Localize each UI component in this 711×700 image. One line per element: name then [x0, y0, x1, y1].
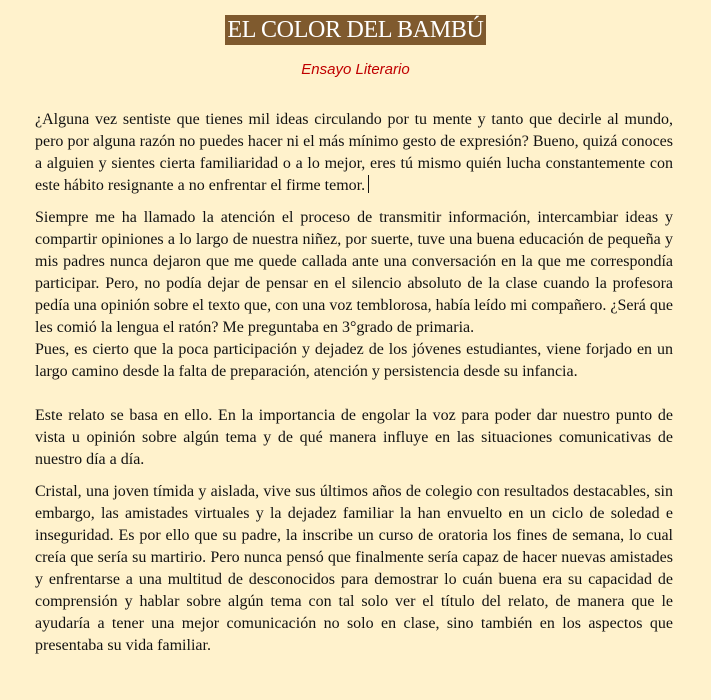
paragraph-spacer — [35, 197, 673, 207]
paragraph — [35, 109, 673, 197]
text-cursor — [368, 175, 369, 193]
paragraph-spacer — [35, 383, 673, 405]
paragraph-spacer — [35, 471, 673, 481]
paragraph: Cristal, una joven tímida y aislada, vive sus últimos años de colegio con resultados destacables, sin embargo, las amistades virtuales y la dejadez familiar la han envuelto en un ciclo de soledad e inseguridad. Es por ello que su padre, la inscribe un curso de oratoria los fines de semana, lo cual creía que sería su martirio. Pero nunca pensó que finalmente sería capaz de hacer nuevas amistades y enfrentarse a una multitud de desconocidos para demostrar lo cuán buena era su capacidad de comprensión y hablar sobre algún tema con tal solo ver el título del relato, de manera que le ayudaría a tener una mejor comunicación no solo en clase, sino también en los aspectos que presentaba su vida familiar. — [35, 483, 673, 654]
document-body[interactable] — [35, 109, 673, 657]
paragraph-text: ¿Alguna vez sentiste que tienes mil ideas circulando por tu mente y tanto que decirle al mundo, pero por alguna razón no puedes hacer ni el más mínimo gesto de expresión? Bueno, quizá conoces a alguien y sientes cierta familiaridad o a lo mejor, eres tú mismo quién lucha constantemente con este hábito resignante a no enfrentar el firme temor. — [35, 111, 673, 194]
document-title: EL COLOR DEL BAMBÚ — [227, 17, 484, 43]
paragraph: Pues, es cierto que la poca participación y dejadez de los jóvenes estudiantes, viene forjado en un largo camino desde la falta de preparación, atención y persistencia desde su infancia. — [35, 341, 673, 380]
title-container — [0, 15, 711, 45]
document-subtitle: Ensayo Literario — [301, 61, 410, 78]
paragraph: Siempre me ha llamado la atención el proceso de transmitir información, intercambiar ideas y compartir opiniones a lo largo de nuestra niñez, por suerte, tuve una buena educación de pequeña y mis padres nunca dejaron que me quede callada ante una conversación en la que me correspondía participar. Pero, no podía dejar de pensar en el silencio absoluto de la clase cuando la profesora pedía una opinión sobre el texto que, con una voz temblorosa, había leído mi compañero. ¿Será que les comió la lengua el ratón? Me preguntaba en 3°grado de primaria. — [35, 209, 673, 336]
paragraph: Este relato se basa en ello. En la importancia de engolar la voz para poder dar nuestro punto de vista u opinión sobre algún tema y de qué manera influye en las situaciones comunicativas de nuestro día a día. — [35, 407, 673, 468]
